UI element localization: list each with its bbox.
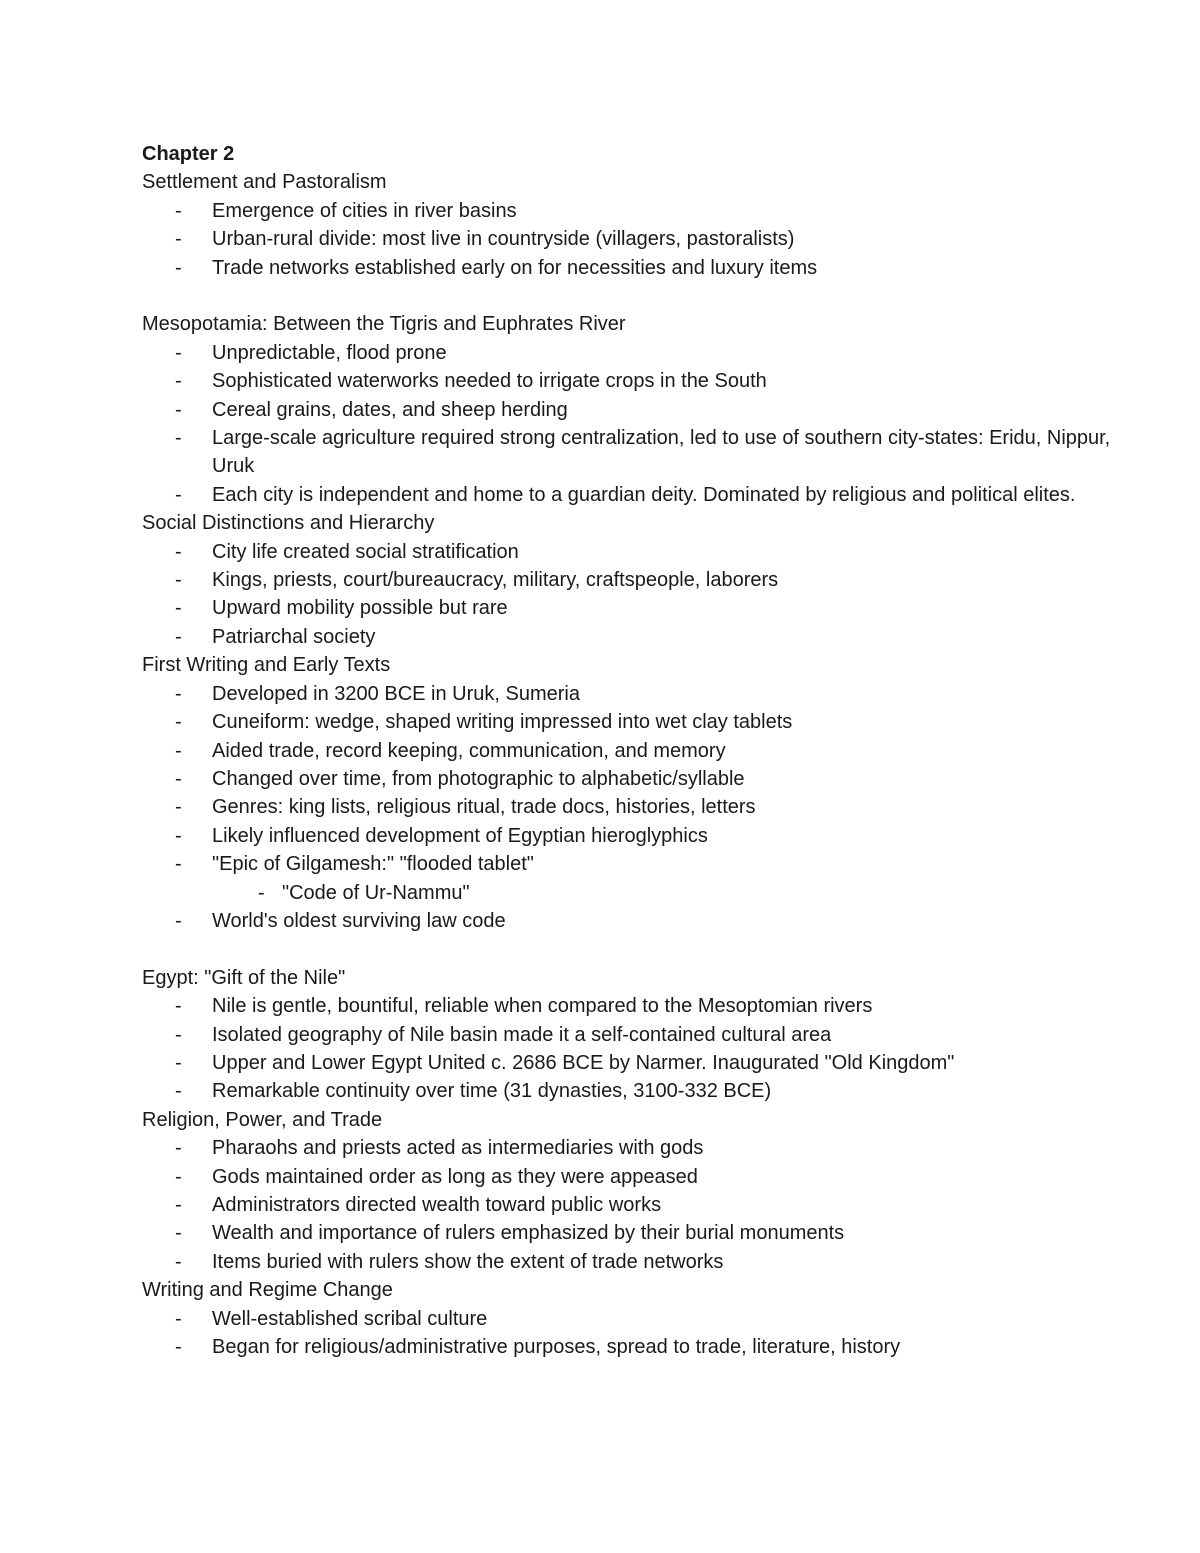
section-heading: Writing and Regime Change: [142, 1279, 393, 1302]
blank-line: [142, 935, 1142, 963]
bullet-dash: -: [175, 597, 182, 620]
section-heading: Social Distinctions and Hierarchy: [142, 512, 435, 535]
list-item-text: Large-scale agriculture required strong centralization, led to use of southern city-states: Eridu, Nippur, Uruk: [212, 427, 1111, 478]
list-item-text: Items buried with rulers show the extent of trade networks: [212, 1250, 724, 1273]
sub-list-item: [142, 879, 1142, 907]
list-item-text: Aided trade, record keeping, communication, and memory: [212, 739, 726, 762]
list-item-text: Emergence of cities in river basins: [212, 199, 517, 222]
bullet-dash: -: [175, 483, 182, 506]
list-item-text: Changed over time, from photographic to alphabetic/syllable: [212, 767, 745, 790]
list-item-text: Kings, priests, court/bureaucracy, military, craftspeople, laborers: [212, 569, 779, 592]
list-item: [142, 1305, 1142, 1333]
list-item-text: Genres: king lists, religious ritual, trade docs, histories, letters: [212, 796, 756, 819]
list-item-text: "Code of Ur-Nammu": [282, 881, 470, 904]
bullet-dash: -: [175, 1165, 182, 1188]
page-title: Chapter 2: [142, 143, 235, 165]
bullet-dash: -: [175, 540, 182, 563]
list-item-text: Nile is gentle, bountiful, reliable when compared to the Mesoptomian rivers: [212, 995, 873, 1018]
bullet-dash: -: [175, 625, 182, 648]
bullet-dash: -: [175, 1222, 182, 1245]
bullet-dash: -: [175, 1051, 182, 1074]
section-heading: Religion, Power, and Trade: [142, 1108, 383, 1131]
list-item: [142, 396, 1142, 424]
list-item: [142, 793, 1142, 821]
list-item-text: Trade networks established early on for necessities and luxury items: [212, 256, 818, 279]
list-item-text: Sophisticated waterworks needed to irrigate crops in the South: [212, 370, 767, 393]
bullet-dash: -: [175, 711, 182, 734]
list-item-text: Well-established scribal culture: [212, 1307, 488, 1330]
bullet-dash: -: [175, 569, 182, 592]
bullet-dash: -: [175, 341, 182, 364]
bullet-dash: -: [175, 853, 182, 876]
list-item: [142, 1219, 1142, 1247]
list-item: [142, 1021, 1142, 1049]
bullet-dash: -: [175, 228, 182, 251]
list-item: [142, 367, 1142, 395]
bullet-dash: -: [175, 199, 182, 222]
list-item-text: Gods maintained order as long as they were appeased: [212, 1165, 698, 1188]
bullet-dash: -: [175, 796, 182, 819]
section-heading: Settlement and Pastoralism: [142, 171, 387, 194]
list-item: [142, 538, 1142, 566]
bullet-dash: -: [175, 427, 182, 450]
list-item-text: Developed in 3200 BCE in Uruk, Sumeria: [212, 682, 580, 705]
bullet-dash: -: [175, 739, 182, 762]
list-item: [142, 1333, 1142, 1361]
bullet-dash: -: [175, 256, 182, 279]
list-item-text: Unpredictable, flood prone: [212, 341, 447, 364]
list-item-text: Remarkable continuity over time (31 dynasties, 3100-332 BCE): [212, 1080, 772, 1103]
bullet-dash: -: [175, 995, 182, 1018]
list-item-text: Wealth and importance of rulers emphasized by their burial monuments: [212, 1222, 845, 1245]
list-item: [142, 225, 1142, 253]
list-item: [142, 1191, 1142, 1219]
bullet-dash: -: [175, 1023, 182, 1046]
section-heading: Egypt: "Gift of the Nile": [142, 966, 346, 989]
list-item-text: Pharaohs and priests acted as intermediaries with gods: [212, 1137, 704, 1160]
list-item: [142, 708, 1142, 736]
list-item: [142, 424, 1142, 481]
bullet-dash: -: [175, 1250, 182, 1273]
list-item-text: Each city is independent and home to a guardian deity. Dominated by religious and political elites.: [212, 483, 1076, 506]
section-heading: Mesopotamia: Between the Tigris and Euphrates River: [142, 313, 626, 336]
bullet-dash: -: [175, 824, 182, 847]
list-item: [142, 197, 1142, 225]
bullet-dash: -: [175, 1336, 182, 1359]
bullet-dash: -: [175, 398, 182, 421]
list-item-text: World's oldest surviving law code: [212, 909, 506, 932]
list-item: [142, 1134, 1142, 1162]
list-item-text: Began for religious/administrative purposes, spread to trade, literature, history: [212, 1336, 901, 1359]
document-body: [142, 140, 1142, 1361]
list-item-text: Isolated geography of Nile basin made it a self-contained cultural area: [212, 1023, 832, 1046]
bullet-dash: -: [258, 881, 265, 904]
section-heading: First Writing and Early Texts: [142, 654, 391, 677]
list-item: [142, 1248, 1142, 1276]
bullet-dash: -: [175, 370, 182, 393]
list-item: [142, 339, 1142, 367]
list-item: [142, 680, 1142, 708]
list-item: [142, 907, 1142, 935]
list-item: [142, 1077, 1142, 1105]
list-item: [142, 623, 1142, 651]
list-item: [142, 594, 1142, 622]
bullet-dash: -: [175, 767, 182, 790]
list-item-text: Patriarchal society: [212, 625, 376, 648]
bullet-dash: -: [175, 682, 182, 705]
list-item: [142, 481, 1142, 509]
list-item: [142, 992, 1142, 1020]
list-item-text: City life created social stratification: [212, 540, 519, 563]
list-item: [142, 765, 1142, 793]
list-item-text: Cuneiform: wedge, shaped writing impressed into wet clay tablets: [212, 711, 793, 734]
list-item: [142, 822, 1142, 850]
list-item: [142, 566, 1142, 594]
bullet-dash: -: [175, 909, 182, 932]
list-item: [142, 1163, 1142, 1191]
list-item-text: Upper and Lower Egypt United c. 2686 BCE by Narmer. Inaugurated "Old Kingdom": [212, 1051, 955, 1074]
list-item: [142, 254, 1142, 282]
list-item-text: Upward mobility possible but rare: [212, 597, 508, 620]
list-item-text: Urban-rural divide: most live in countryside (villagers, pastoralists): [212, 228, 795, 251]
list-item-text: Administrators directed wealth toward public works: [212, 1194, 662, 1216]
list-item: [142, 737, 1142, 765]
list-item: [142, 1049, 1142, 1077]
list-item-text: Likely influenced development of Egyptian hieroglyphics: [212, 824, 708, 847]
bullet-dash: -: [175, 1194, 182, 1216]
bullet-dash: -: [175, 1307, 182, 1330]
list-item-text: "Epic of Gilgamesh:" "flooded tablet": [212, 853, 534, 876]
blank-line: [142, 282, 1142, 310]
bullet-dash: -: [175, 1137, 182, 1160]
bullet-dash: -: [175, 1080, 182, 1103]
list-item-text: Cereal grains, dates, and sheep herding: [212, 398, 568, 421]
list-item: [142, 850, 1142, 878]
